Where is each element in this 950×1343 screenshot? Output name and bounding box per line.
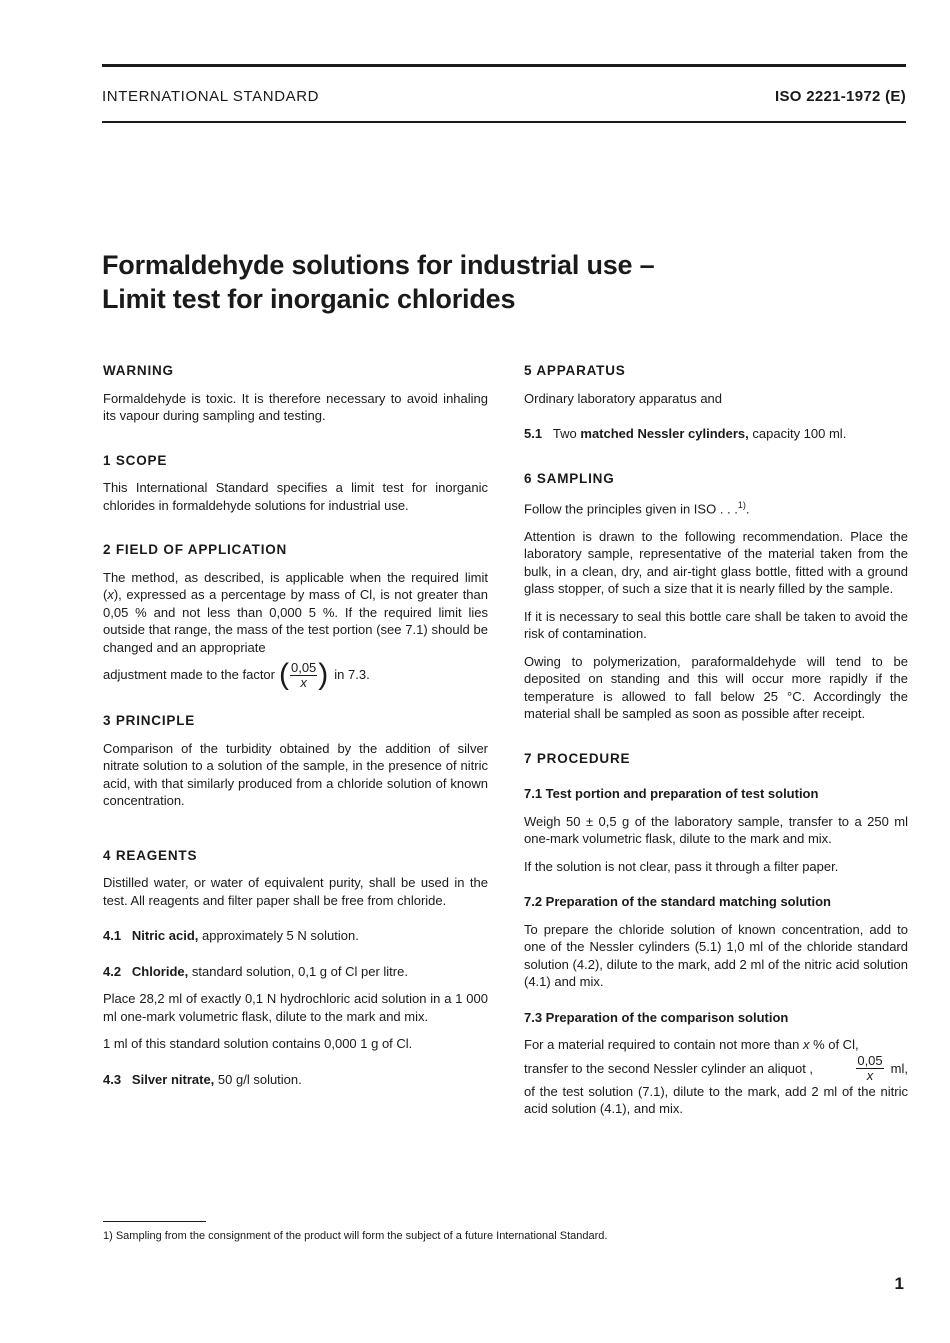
footnote-rule	[103, 1221, 206, 1222]
sampling-text-3: If it is necessary to seal this bottle care shall be taken to avoid the risk of contamination.	[524, 608, 908, 642]
apparatus-heading: 5 APPARATUS	[524, 363, 626, 378]
reagents-text: Distilled water, or water of equivalent purity, shall be used in the test. All reagents and filter paper shall be free from chloride.	[103, 875, 488, 908]
reagents-heading: 4 REAGENTS	[103, 847, 198, 863]
factor-line: adjustment made to the factor ( $\frac{0,05}{x}$ ) in 7.3.	[103, 658, 370, 691]
apparatus-text: Ordinary laboratory apparatus and	[524, 390, 723, 406]
procedure-7-1-text-2: If the solution is not clear, pass it through a filter paper.	[524, 858, 839, 874]
field-heading: 2 FIELD OF APPLICATION	[103, 542, 288, 557]
header-rule-top	[102, 64, 906, 67]
left-column	[103, 362, 488, 1088]
sampling-heading: 6 SAMPLING	[524, 470, 615, 486]
reagent-4-3: 4.3 Silver nitrate, 50 g/l solution.	[103, 1071, 302, 1087]
document-title	[102, 248, 882, 316]
header-standard-number: ISO 2221-1972 (E)	[774, 88, 906, 105]
reagent-4-1: 4.1 Nitric acid, approximately 5 N solution.	[103, 928, 359, 943]
header-rule-bottom	[102, 121, 906, 123]
procedure-7-3-heading: 7.3 Preparation of the comparison solution	[524, 1009, 789, 1025]
sampling-text-2: Attention is drawn to the following recommendation. Place the laboratory sample, representative of the material taken from the bulk, in a clean, dry, and air-tight glass bottle, fitted with a ground glass stopper, of such a size that it is nearly filled by the sample.	[524, 528, 908, 597]
aliquot-fraction: $\frac{0,05}{x}$	[857, 1052, 883, 1083]
procedure-7-1-heading: 7.1 Test portion and preparation of test solution	[524, 786, 819, 802]
factor-pre-text: adjustment made to the factor	[103, 667, 275, 683]
principle-heading: 3 PRINCIPLE	[103, 713, 196, 728]
scope-heading: 1 SCOPE	[103, 452, 168, 468]
procedure-7-1-text-1: Weigh 50 ± 0,5 g of the laboratory sample, transfer to a 250 ml one-mark volumetric flask, dilute to the mark and mix.	[524, 813, 908, 847]
scope-text: This International Standard specifies a limit test for inorganic chlorides in formaldehyde solutions for industrial use.	[103, 480, 488, 513]
sampling-text-4: Owing to polymerization, paraformaldehyde will tend to be deposited on standing and this will occur more rapidly if the temperature is allowed to fall below 25 °C. Accordingly the material shall be sampled as soon as possible after receipt.	[524, 653, 908, 722]
factor-fraction: $\frac{0,05}{x}$	[290, 659, 317, 690]
procedure-7-2-text: To prepare the chloride solution of known concentration, add to one of the Nessler cylinders (5.1) 1,0 ml of the chloride standard solution (4.2), dilute to the mark, add 2 ml of the nitric acid solution (4.1) and mix.	[524, 921, 908, 990]
reagent-4-2-para1: Place 28,2 ml of exactly 0,1 N hydrochloric acid solution in a 1 000 ml one-mark volumetric flask, dilute to the mark and mix.	[103, 991, 488, 1024]
right-column	[524, 362, 908, 1118]
procedure-7-3-aliquot-line: transfer to the second Nessler cylinder an aliquot , $\frac{0,05}{x}$ ml,	[524, 1052, 908, 1083]
reagent-4-2: 4.2 Chloride, standard solution, 0,1 g of Cl per litre.	[103, 963, 408, 979]
procedure-7-3-text-3: of the test solution (7.1), dilute to the mark, add 2 ml of the nitric acid solution (4.1), and mix.	[524, 1083, 908, 1117]
title-line-2: Limit test for inorganic chlorides	[102, 284, 516, 314]
page-number: 1	[894, 1274, 904, 1293]
field-text: The method, as described, is applicable when the required limit (x), expressed as a percentage by mass of Cl, is not greater than 0,05 % and not less than 0,000 5 %. If the required limit lies outside that range, the mass of the test portion (see 7.1) should be changed and an appropriate	[103, 569, 488, 655]
procedure-7-3-line-1: For a material required to contain not more than x % of Cl,	[524, 1037, 859, 1053]
sampling-text-1: Follow the principles given in ISO . . .$^{1)}$.	[524, 500, 750, 517]
principle-text: Comparison of the turbidity obtained by the addition of silver nitrate solution to a solution of the sample, in the presence of nitric acid, with that similarly produced from a chloride solution of known concentration.	[103, 740, 488, 808]
title-line-1: Formaldehyde solutions for industrial use –	[102, 250, 655, 280]
footnote: 1) Sampling from the consignment of the product will form the subject of a future International Standard.	[103, 1230, 608, 1242]
apparatus-5-1: 5.1 Two matched Nessler cylinders, capacity 100 ml.	[524, 426, 847, 441]
procedure-7-2-heading: 7.2 Preparation of the standard matching solution	[524, 894, 831, 910]
header-standard-label: INTERNATIONAL STANDARD	[102, 88, 320, 105]
reagent-4-2-para2: 1 ml of this standard solution contains 0,000 1 g of Cl.	[103, 1036, 413, 1051]
warning-text: Formaldehyde is toxic. It is therefore necessary to avoid inhaling its vapour during sampling and testing.	[103, 390, 488, 423]
warning-heading: WARNING	[103, 363, 174, 378]
factor-post-text: in 7.3.	[334, 667, 370, 683]
procedure-heading: 7 PROCEDURE	[524, 750, 631, 766]
